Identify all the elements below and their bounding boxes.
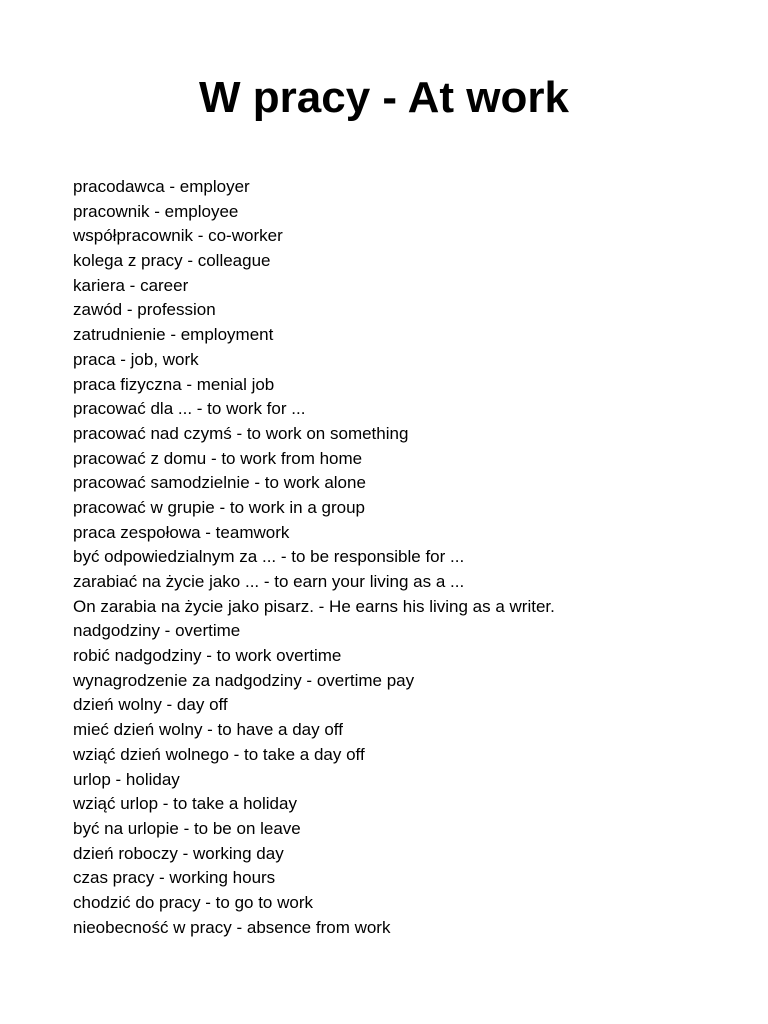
page-title: W pracy - At work [199, 73, 569, 122]
vocab-entry: pracować nad czymś - to work on something [73, 423, 409, 443]
vocab-entry: praca zespołowa - teamwork [73, 522, 290, 542]
vocab-entry: robić nadgodziny - to work overtime [73, 646, 342, 666]
vocab-entry: On zarabia na życie jako pisarz. - He earns his living as a writer. [73, 596, 555, 616]
vocab-entry: pracować samodzielnie - to work alone [73, 473, 366, 493]
vocab-entry: zawód - profession [73, 300, 216, 320]
vocab-entry: zatrudnienie - employment [73, 325, 274, 345]
vocab-entry: kolega z pracy - colleague [73, 251, 271, 271]
vocab-entry: nieobecność w pracy - absence from work [73, 917, 391, 937]
vocab-entry: czas pracy - working hours [73, 868, 276, 888]
vocab-entry: być odpowiedzialnym za ... - to be responsible for ... [73, 547, 465, 567]
vocab-entry: mieć dzień wolny - to have a day off [73, 720, 343, 740]
vocab-entry: urlop - holiday [73, 769, 180, 789]
vocab-entry: wziąć urlop - to take a holiday [73, 794, 297, 814]
vocab-entry: pracownik - employee [73, 201, 239, 221]
vocab-entry: wynagrodzenie za nadgodziny - overtime pay [73, 670, 415, 690]
vocab-entry: pracodawca - employer [73, 177, 250, 196]
vocab-entry: wziąć dzień wolnego - to take a day off [73, 744, 365, 764]
vocab-entry: pracować dla ... - to work for ... [73, 399, 306, 419]
vocab-entry: zarabiać na życie jako ... - to earn your living as a ... [73, 572, 465, 591]
vocabulary-list [73, 175, 555, 940]
vocab-entry: pracować w grupie - to work in a group [73, 497, 365, 517]
vocab-entry: pracować z domu - to work from home [73, 448, 363, 468]
vocab-entry: współpracownik - co-worker [73, 226, 283, 246]
vocab-entry: praca - job, work [73, 349, 199, 369]
vocab-entry: dzień wolny - day off [73, 695, 228, 715]
vocab-entry: kariera - career [73, 275, 189, 295]
vocab-entry: dzień roboczy - working day [73, 843, 284, 863]
vocab-entry: nadgodziny - overtime [73, 621, 241, 641]
vocab-entry: praca fizyczna - menial job [73, 374, 275, 394]
vocab-entry: chodzić do pracy - to go to work [73, 892, 314, 912]
vocab-entry: być na urlopie - to be on leave [73, 818, 301, 838]
